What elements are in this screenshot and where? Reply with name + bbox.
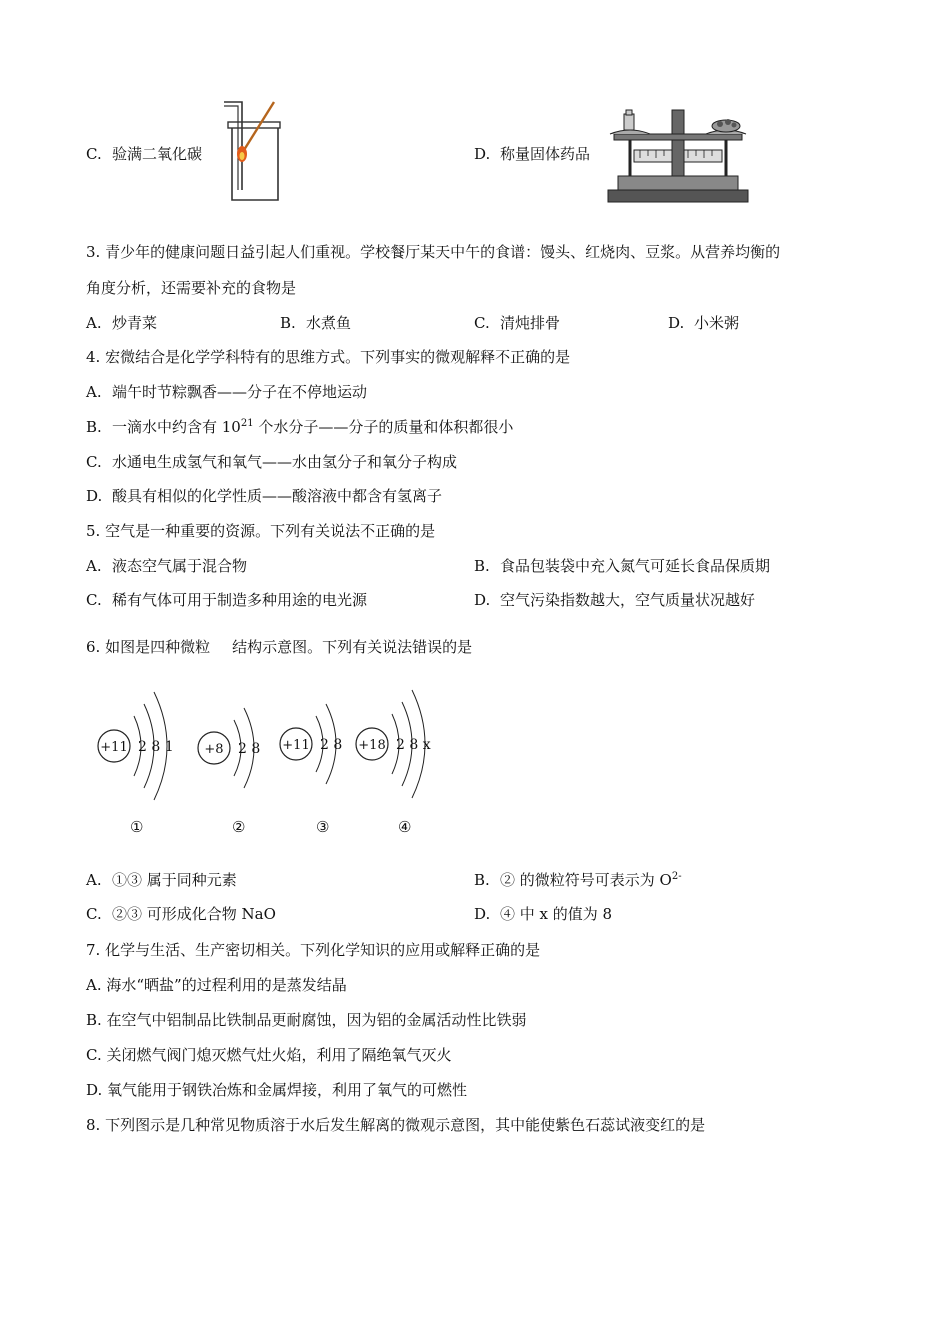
q5-option-a <box>86 556 247 576</box>
q7-stem: 7. 化学与生活、生产密切相关。下列化学知识的应用或解释正确的是 <box>86 941 541 959</box>
nucleus-label: +18 <box>358 738 386 753</box>
q3-stem-line1: 3. 青少年的健康问题日益引起人们重视。学校餐厅某天中午的食谱：馒头、红烧肉、豆浆。从营养均衡的 <box>86 243 781 261</box>
option-c-top <box>86 144 202 164</box>
option-text: 清炖排骨 <box>500 314 561 332</box>
q4-stem: 4. 宏微结合是化学学科特有的思维方式。下列事实的微观解释不正确的是 <box>86 348 571 366</box>
nucleus-label: +11 <box>282 738 310 753</box>
option-label: C. <box>86 591 102 609</box>
option-label: A. <box>86 871 102 889</box>
option-text-post: 个水分子——分子的质量和体积都很小 <box>253 418 514 436</box>
q4-option-d <box>86 486 442 506</box>
q4-option-a <box>86 382 367 402</box>
q8-stem: 8. 下列图示是几种常见物质溶于水后发生解离的微观示意图，其中能使紫色石蕊试液变红的是 <box>86 1116 706 1134</box>
option-label: A. <box>86 557 102 575</box>
q3-option-c <box>474 313 560 333</box>
option-label: B. <box>474 871 490 889</box>
option-text: 验满二氧化碳 <box>112 145 203 163</box>
option-label: A. <box>86 383 102 401</box>
option-text: 酸具有相似的化学性质——酸溶液中都含有氢离子 <box>112 487 443 505</box>
charge-superscript: 2- <box>671 871 682 882</box>
option-label: D. <box>474 905 491 923</box>
q6-stem-post: 结构示意图。下列有关说法错误的是 <box>232 638 473 656</box>
q7-option-a: A. 海水“晒盐”的过程利用的是蒸发结晶 <box>86 976 347 994</box>
shell-label: 2 8 <box>238 741 261 757</box>
q4-option-b <box>86 417 513 437</box>
shell-label: 2 8 <box>320 737 343 753</box>
option-label: D. <box>474 591 491 609</box>
option-d-top <box>474 144 590 164</box>
particle-3 <box>280 704 342 836</box>
option-text: ②③ 可形成化合物 NaO <box>112 905 276 923</box>
q7-option-b: B. 在空气中铝制品比铁制品更耐腐蚀，因为铝的金属活动性比铁弱 <box>86 1011 527 1029</box>
option-label: D. <box>668 314 685 332</box>
option-text: 炒青菜 <box>112 314 158 332</box>
q3-option-d <box>668 313 739 333</box>
option-text: 水通电生成氢气和氧气——水由氢分子和氧分子构成 <box>112 453 458 471</box>
option-text: ①③ 属于同种元素 <box>112 871 237 889</box>
option-label: A. <box>86 314 102 332</box>
shell-label: 2 8 1 <box>138 739 174 755</box>
particle-number: ① <box>130 818 144 836</box>
q5-stem: 5. 空气是一种重要的资源。下列有关说法不正确的是 <box>86 522 436 540</box>
option-text: 称量固体药品 <box>500 145 591 163</box>
option-text: ② 的微粒符号可表示为 O <box>500 871 672 889</box>
particle-2 <box>198 708 260 836</box>
option-label: B. <box>86 418 102 436</box>
nucleus-label: +8 <box>204 742 224 757</box>
q5-option-b <box>474 556 770 576</box>
exponent: 21 <box>240 418 254 429</box>
q6-option-c <box>86 904 276 924</box>
particle-4 <box>356 690 431 836</box>
option-text: 端午时节粽飘香——分子在不停地运动 <box>112 383 368 401</box>
option-label: C. <box>474 314 490 332</box>
option-text: 稀有气体可用于制造多种用途的电光源 <box>112 591 368 609</box>
q5-option-d <box>474 590 755 610</box>
option-text: 食品包装袋中充入氮气可延长食品保质期 <box>500 557 771 575</box>
q7-option-d: D. 氧气能用于钢铁冶炼和金属焊接，利用了氧气的可燃性 <box>86 1081 468 1099</box>
option-text: 水煮鱼 <box>306 314 352 332</box>
option-label: B. <box>474 557 490 575</box>
option-text: 小米粥 <box>694 314 740 332</box>
particle-number: ③ <box>316 818 330 836</box>
nucleus-label: +11 <box>100 740 128 755</box>
q6-stem-pre: 6. 如图是四种微粒 <box>86 638 211 656</box>
particle-structure-diagram <box>86 680 466 840</box>
option-label: D. <box>86 487 103 505</box>
option-text: ④ 中 x 的值为 8 <box>500 905 613 923</box>
q3-stem-line2: 角度分析，还需要补充的食物是 <box>86 279 297 297</box>
option-text: 液态空气属于混合物 <box>112 557 248 575</box>
q5-option-c <box>86 590 367 610</box>
q6-option-a <box>86 870 237 890</box>
q6-stem <box>86 637 472 657</box>
particle-number: ④ <box>398 818 412 836</box>
shell-label: 2 8 x <box>396 737 431 753</box>
option-label: B. <box>280 314 296 332</box>
q3-option-b <box>280 313 351 333</box>
option-text: 空气污染指数越大，空气质量状况越好 <box>500 591 756 609</box>
q6-option-b <box>474 870 682 890</box>
option-label: D. <box>474 145 491 163</box>
option-label: C. <box>86 905 102 923</box>
option-label: C. <box>86 453 102 471</box>
option-text-pre: 一滴水中约含有 10 <box>112 418 241 436</box>
q3-option-a <box>86 313 157 333</box>
particle-1 <box>98 692 174 836</box>
q7-option-c: C. 关闭燃气阀门熄灭燃气灶火焰，利用了隔绝氧气灭火 <box>86 1046 452 1064</box>
q6-option-d <box>474 904 612 924</box>
co2-bottle-illustration <box>220 100 282 202</box>
q4-option-c <box>86 452 457 472</box>
balance-scale-illustration <box>604 106 752 206</box>
option-label: C. <box>86 145 102 163</box>
particle-number: ② <box>232 818 246 836</box>
